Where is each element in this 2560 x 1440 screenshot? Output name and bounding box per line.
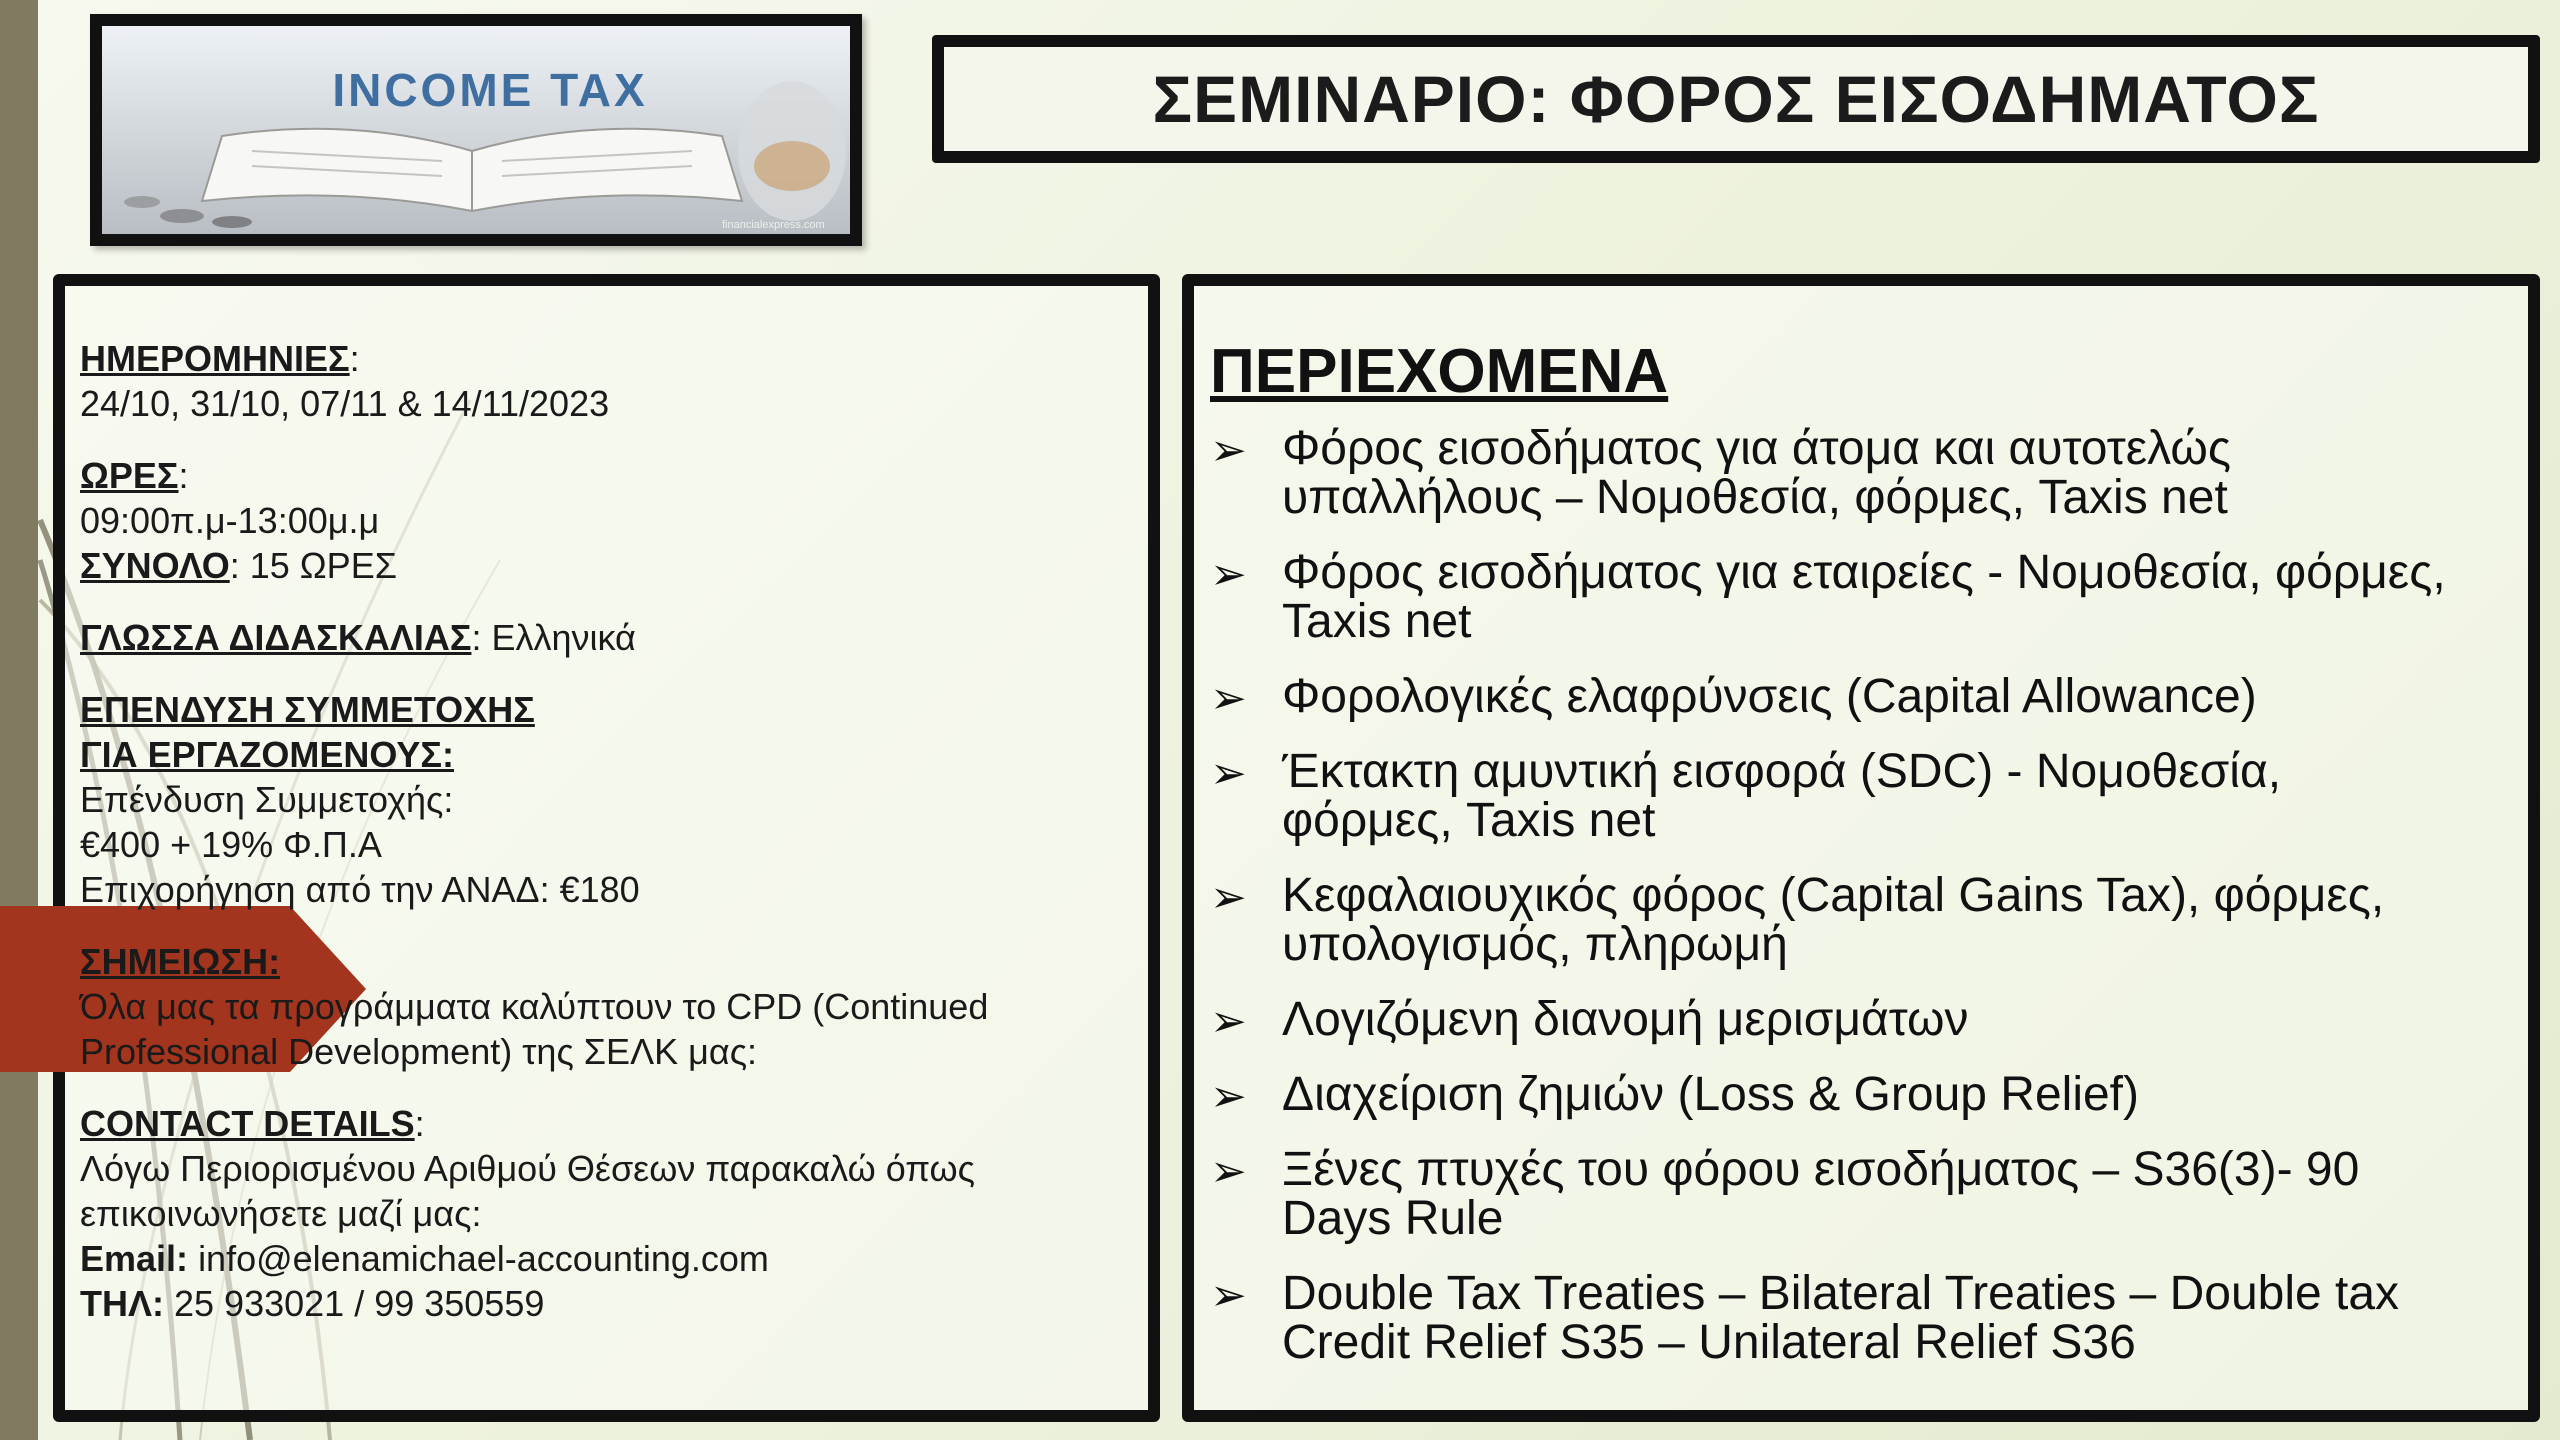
note-label: ΣΗΜΕΙΩΣΗ: [80,941,281,982]
contents-item: ➢ Διαχείριση ζημιών (Loss & Group Relief) [1210,1068,2139,1121]
investment-label-line-1: ΕΠΕΝΔΥΣΗ ΣΥΜΜΕΤΟΧΗΣ [80,689,535,730]
investment-subsidy: Επιχορήγηση από την ΑΝΑΔ: €180 [80,869,640,910]
contents-heading: ΠΕΡΙΕΧΟΜΕΝΑ [1210,337,1669,406]
arrow-bullet-icon: ➢ [1210,550,1247,599]
contact-line-1: Λόγω Περιορισμένου Αριθμού Θέσεων παρακαλώ όπως [80,1148,975,1189]
arrow-bullet-icon: ➢ [1210,426,1247,475]
contact-line-2: επικοινωνήσετε μαζί μας: [80,1193,482,1234]
language-block: ΓΛΩΣΣΑ ΔΙΔΑΣΚΑΛΙΑΣ: Ελληνικά [80,617,636,658]
logo-income-tax-text: INCOME TAX [332,64,648,116]
income-tax-logo-image [102,26,850,234]
contents-item: ➢ Double Tax Treaties – Bilateral Treaties – Double tax Credit Relief S35 – Unilateral Relief S36 [1210,1267,2400,1369]
note-line-2: Professional Development) της ΣΕΛΚ μας: [80,1031,758,1072]
hours-block: ΩΡΕΣ: 09:00π.μ-13:00μ.μ ΣΥΝΟΛΟ: 15 ΩΡΕΣ [80,455,397,586]
arrow-bullet-icon: ➢ [1210,749,1247,798]
seminar-info [80,336,1130,1353]
hours-label: ΩΡΕΣ [80,455,179,496]
contents-item: ➢ Κεφαλαιουχικός φόρος (Capital Gains Tax), φόρμες, υπολογισμός, πληρωμή [1210,869,2385,971]
arrow-bullet-icon: ➢ [1210,997,1247,1046]
arrow-bullet-icon: ➢ [1210,674,1247,723]
contact-block: CONTACT DETAILS: Λόγω Περιορισμένου Αριθμού Θέσεων παρακαλώ όπως επικοινωνήσετε μαζί μας: Email: info@elenamichael-accounting.com ΤΗΛ: 25 933021 / 99 350559 [80,1103,975,1324]
left-accent-strip [0,0,38,1440]
total-value: 15 ΩΡΕΣ [249,545,397,586]
hours-value: 09:00π.μ-13:00μ.μ [80,500,380,541]
logo-watermark-text: financialexpress.com [722,219,825,231]
dates-label: ΗΜΕΡΟΜΗΝΙΕΣ [80,338,350,379]
total-label: ΣΥΝΟΛΟ [80,545,230,586]
seminar-title-banner [932,35,2540,163]
investment-block [80,687,1130,912]
arrow-bullet-icon: ➢ [1210,1147,1247,1196]
contents-item: ➢ Λογιζόμενη διανομή μερισμάτων [1210,993,1969,1046]
investment-label-line-2: ΓΙΑ ΕΡΓΑΖΟΜΕΝΟΥΣ: [80,734,454,775]
email-label: Email: [80,1238,189,1279]
investment-price: €400 + 19% Φ.Π.Α [80,824,382,865]
phone-value: 25 933021 / 99 350559 [174,1283,545,1324]
language-label: ΓΛΩΣΣΑ ΔΙΔΑΣΚΑΛΙΑΣ [80,617,472,658]
contents-list [1210,424,2530,1393]
seminar-title: ΣΕΜΙΝΑΡΙΟ: ΦΟΡΟΣ ΕΙΣΟΔΗΜΑΤΟΣ [1152,62,2320,136]
contents-item: ➢ Φορολογικές ελαφρύνσεις (Capital Allowance) [1210,670,2257,723]
arrow-bullet-icon: ➢ [1210,1072,1247,1121]
note-block [80,939,1130,1074]
contact-label: CONTACT DETAILS [80,1103,415,1144]
dates-block: ΗΜΕΡΟΜΗΝΙΕΣ: 24/10, 31/10, 07/11 & 14/11/2023 [80,338,610,424]
contents-item: ➢ Έκτακτη αμυντική εισφορά (SDC) - Νομοθεσία, φόρμες, Taxis net [1210,745,2282,847]
contents-item: ➢ Φόρος εισοδήματος για εταιρείες - Νομοθεσία, φόρμες, Taxis net [1210,546,2446,648]
arrow-bullet-icon: ➢ [1210,1271,1247,1320]
contents-item: ➢ Φόρος εισοδήματος για άτομα και αυτοτελώς υπαλλήλους – Νομοθεσία, φόρμες, Taxis net [1210,422,2232,524]
investment-line-1: Επένδυση Συμμετοχής: [80,779,454,820]
dates-value: 24/10, 31/10, 07/11 & 14/11/2023 [80,383,610,424]
arrow-bullet-icon: ➢ [1210,873,1247,922]
language-value: Ελληνικά [491,617,636,658]
contents-item: ➢ Ξένες πτυχές του φόρου εισοδήματος – S36(3)- 90 Days Rule [1210,1143,2360,1245]
phone-label: ΤΗΛ: [80,1283,164,1324]
note-line-1: Όλα μας τα προγράμματα καλύπτουν το CPD (Continued [80,986,989,1027]
email-value: info@elenamichael-accounting.com [198,1238,769,1279]
income-tax-logo-frame [90,14,862,246]
